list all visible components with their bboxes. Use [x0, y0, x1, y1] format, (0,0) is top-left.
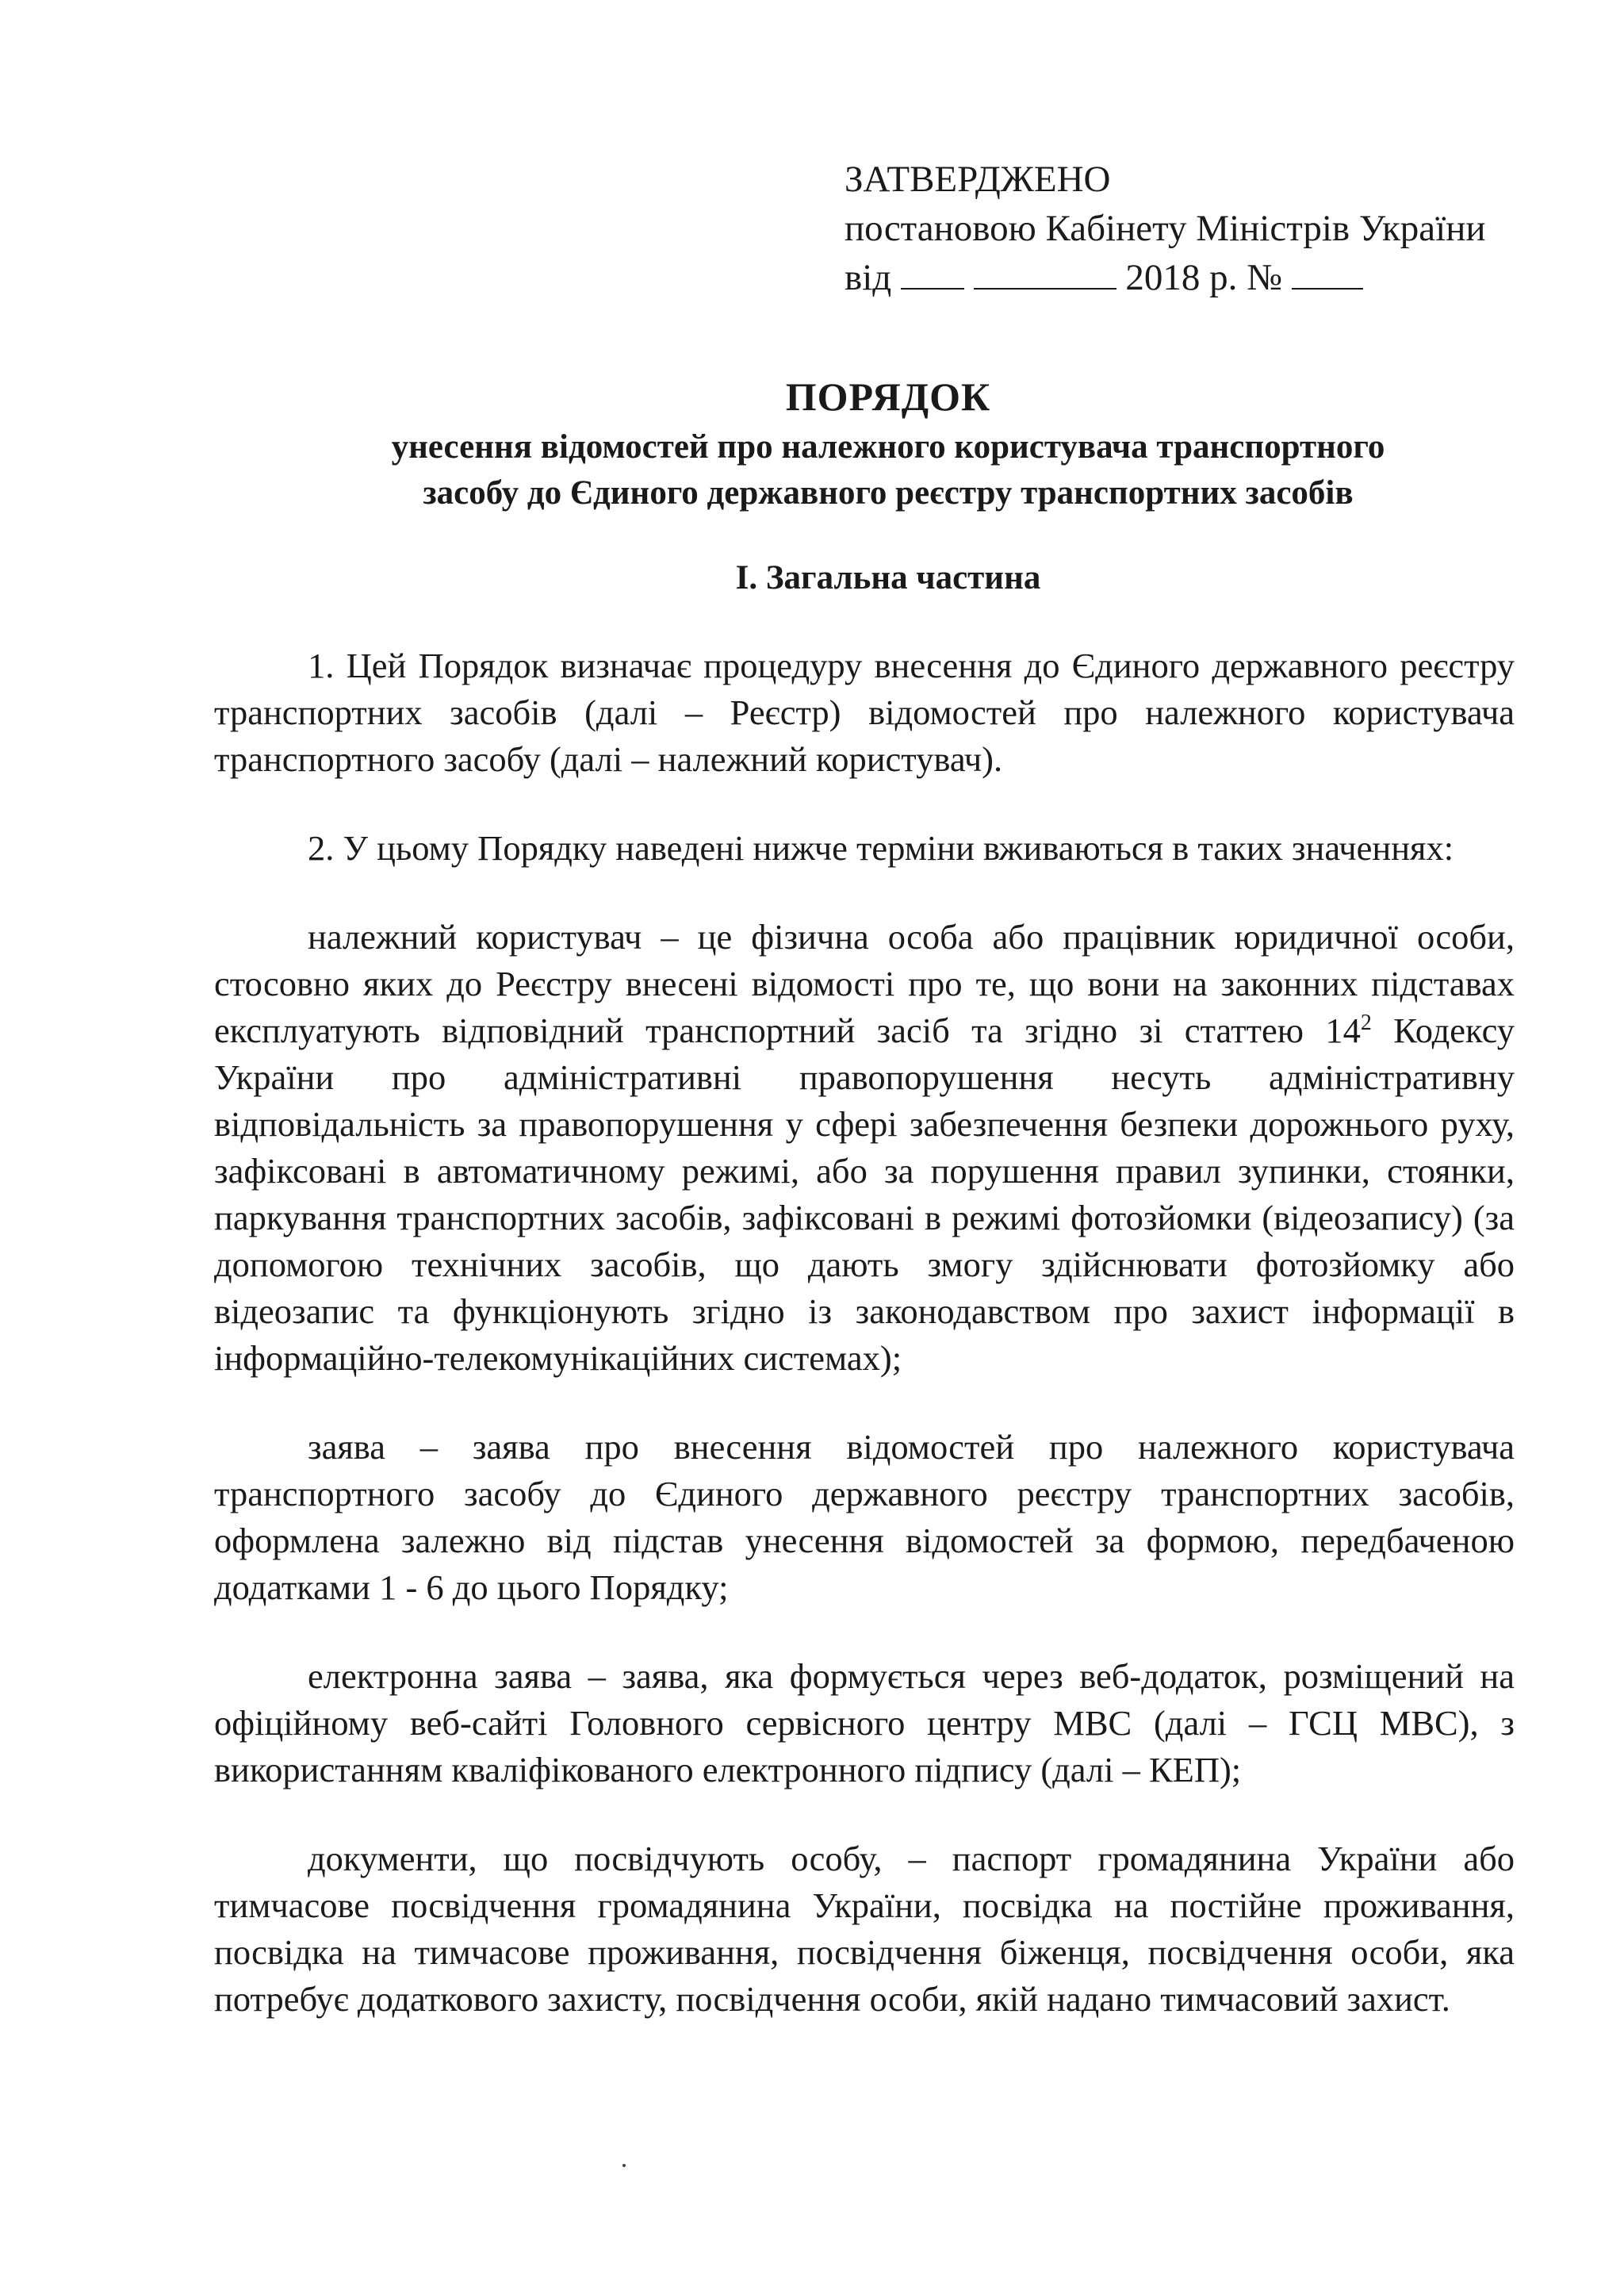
resolution-label: постановою Кабінету Міністрів України: [845, 208, 1486, 249]
title-main: ПОРЯДОК: [785, 374, 991, 419]
date-year: 2018 р. №: [1125, 257, 1283, 298]
definition-proper-user: [214, 914, 1515, 1382]
definition-electronic-application: електронна заява – заява, яка формується через веб-додаток, розміщений на офіційному веб-сайті Головного сервісного центру МВС (далі – ГСЦ МВС), з використанням кваліфікованого електронного підпису (далі – КЕП);: [214, 1656, 1515, 1789]
document-title: [214, 369, 1562, 516]
title-sub-line1: унесення відомостей про належного користувача транспортного: [391, 428, 1385, 466]
article-superscript: 2: [1360, 1011, 1372, 1036]
scan-speck: [622, 2164, 626, 2167]
paragraph-1: 1. Цей Порядок визначає процедуру внесення до Єдиного державного реєстру транспортних засобів (далі – Реєстр) відомостей про належного користувача транспортного засобу (далі – належний користувач).: [214, 646, 1515, 779]
document-body: [214, 643, 1515, 2065]
section-heading: І. Загальна частина: [735, 559, 1041, 596]
approval-stamp: [845, 155, 1486, 302]
blank-number: [1292, 256, 1363, 290]
definition-application: заява – заява про внесення відомостей про належного користувача транспортного засобу до Єдиного державного реєстру транспортних засобів, оформлена залежно від підстав унесення відомостей за формою, передбаченою додатками 1 - 6 до цього Порядку;: [214, 1427, 1515, 1607]
title-sub-line2: засобу до Єдиного державного реєстру транспортних засобів: [423, 474, 1354, 512]
definition-proper-user-text-cont: Кодексу України про адміністративні правопорушення несуть адміністративну відповідальність за правопорушення у сфері забезпечення безпеки дорожнього руху, зафіксовані в автоматичному режимі, або за порушення правил зупинки, стоянки, паркування транспортних засобів, зафіксовані в режимі фотозйомки (відеозапису) (за допомогою технічних засобів, що дають змогу здійснювати фотозйомку або відеозапис та функціонують згідно із законодавством про захист інформації в інформаційно-телекомунікаційних системах);: [214, 1011, 1515, 1378]
resolution-date-line: [845, 253, 1486, 302]
date-prefix: від: [845, 257, 892, 298]
blank-month: [974, 256, 1116, 290]
paragraph-2: 2. У цьому Порядку наведені нижче терміни вживаються в таких значеннях:: [308, 828, 1454, 868]
definition-identity-documents: документи, що посвідчують особу, – паспорт громадянина України або тимчасове посвідчення громадянина України, посвідка на постійне проживання, посвідка на тимчасове проживання, посвідчення біженця, посвідчення особи, яка потребує додаткового захисту, посвідчення особи, якій надано тимчасовий захист.: [214, 1839, 1515, 2019]
blank-day: [901, 256, 964, 290]
definition-proper-user-text: належний користувач – це фізична особа або працівник юридичної особи, стосовно яких до Реєстру внесені відомості про те, що вони на законних підставах експлуатують відповідний транспортний засіб та згідно зі статтею 14: [214, 917, 1515, 1050]
approved-label: ЗАТВЕРДЖЕНО: [845, 159, 1111, 200]
